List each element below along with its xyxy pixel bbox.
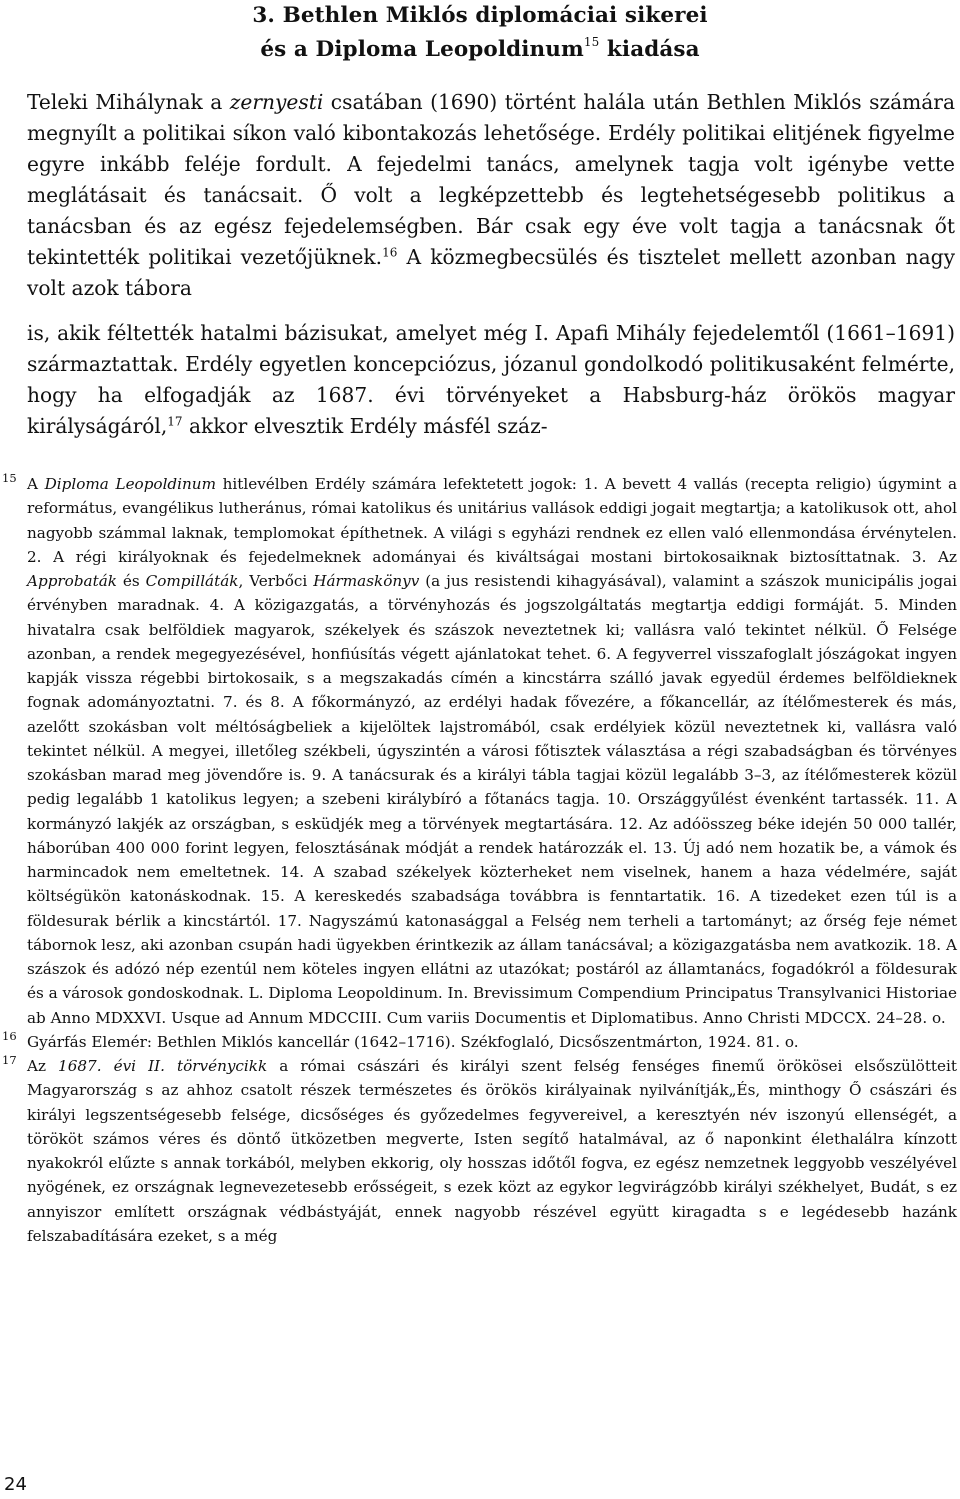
paragraph-1 [27, 87, 955, 304]
chapter-title-text: 3. Bethlen Miklós diplomáciai sikerei [252, 3, 708, 28]
chapter-title-text-a: és a Diploma Leopoldinum [260, 37, 584, 63]
text-run: , Verbőci [238, 572, 314, 590]
text-run: (a jus resistendi kihagyásával), valamint a szászok municipális jogai érvényben maradnak. 4. A közigazgatás, a törvényhozás és jogszolgáltatás megtartja eddigi formáját. 5. Minden hivatalra csak belföldiek magyarok, székelyek és szászok neveztetnek ki; vallásra való tekintet nélkül. Ő Felsége azonban, a rendek megegyezésével, honfiúsítás végett ajánlatokat tehet. 6. A fegyverrel visszafoglalt jószágokat ingyen kapják vissza régebbi birtokosaik, s a megszakadás címén a kincstárra szálló javak egyedül érdemes belföldieknek fognak adományoztatni. 7. és 8. A főkormányzó, az erdélyi hadak fővezére, a főkancellár, az ítélőmesterek és más, azelőtt szokásban volt méltóságbeliek a kijelöltek lajstromából, csak erdélyiek közül neveztetnek ki, vallásra való tekintet nélkül. A megyei, illetőleg székbeli, úgyszintén a városi főtisztek választása a régi szabadságban és törvényes szokásban marad meg jövendőre is. 9. A tanácsurak és a királyi tábla tagjai közül legalább 3–3, az ítélőmesterek közül pedig legalább 1 katolikus legyen; a szebeni királybíró a főtanács tagja. 10. Országgyűlést évenként tartassék. 11. A kormányzó lakjék az országban, s esküdjék meg a törvények megtartására. 12. Az adóösszeg béke idején 50 000 tallér, háborúban 400 000 forint legyen, felosztásának módját a rendek határozzák el. 13. Új adó nem hozatik be, a vámok és harmincadok nem emeltetnek. 14. A szabad székelyek közterheket nem viselnek, hanem a haza védelmére, saját költségükön katonáskodnak. 15. A kereskedés szabadsága továbbra is fenntartatik. 16. A tizedeket ezen túl is a földesurak bérlik a kincstártól. 17. Nagyszámú katonasággal a Felség nem terheli a tartományt; az őrség feje német tábornok lesz, aki azonban csupán hadi ügyekben érintkezik az állam tanácsával; a közigazgatásba nem avatkozik. 18. A szászok és adózó nép ezentúl nem köteles ingyen ellátni az utazókat; postáról az államtanács, fogadókról a földesurak és a városok gondoskodnak. L. Diploma Leopoldinum. In. Brevissimum Compendium Principatus Transylvanici Historiae ab Anno MDXXVI. Usque ad Annum MDCCIII. Cum variis Documentis et Diplomatibus. Anno Christi MDCCX. 24–28. o. [27, 572, 958, 1027]
chapter-title-line-1 [0, 2, 960, 30]
emphasis: 1687. évi II. törvénycikk [58, 1057, 268, 1075]
paragraph-2 [27, 318, 955, 442]
text-run: akkor elvesztik Erdély másfél száz- [182, 414, 548, 438]
footnote-ref-15[interactable]: 15 [583, 35, 600, 49]
text-run: a római császári és királyi szent felség fenséges finemű örökösei elsőszülötteit Magyarország s az ahhoz csatolt részek természetes és örökös királyainak nyilvánítják„És, minthogy Ő császári és királyi legszentségesebb felsége, dicsőséges és győzedelmes fegyvereivel, a keresztyén név iszonyú ellenségét, a törököt számos véres és döntő ütközetben megverte, Isten segítő hatalmával, az ő naponkint élethalálra kínzott nyakokról elűzte s annak torkából, melyben ekkorig, oly hosszas időtől fogva, ez egész nemzetnek leggyobb veszélyével nyögének, ez országnak legnevezetesebb erősségeit, s ezek közt az egykor legvirágzóbb királyi székhelyet, Budát, s ez annyiszor említett országnak védbástyáját, ennek nagyobb részével együtt kiragadta s e legédesebb hazánk felszabadítására ezeket, s a még [27, 1057, 957, 1245]
text-run: Teleki Mihálynak a [27, 90, 230, 114]
footnote-ref-16[interactable]: 16 [382, 245, 398, 260]
footnote-number: 17 [2, 1053, 17, 1067]
text-run: Gyárfás Elemér: Bethlen Miklós kancellár (1642–1716). Székfoglaló, Dicsőszentmárton, 1924. 81. o. [27, 1032, 799, 1051]
emphasis: Hármaskönyv [313, 572, 420, 590]
emphasis-zernyesti: zernyesti [229, 90, 324, 114]
body-text [27, 87, 955, 442]
emphasis: Approbaták [27, 572, 117, 590]
text-run: hitlevélben Erdély számára lefektetett jogok: 1. A bevett 4 vallás (recepta religio) úgymint a református, evangélikus lutheránus, római katolikus és unitárius vallások eddigi jogait megtartja; a katolikusok ott, ahol nagyobb számmal laknak, templomokat építhetnek. A világi s egyházi rendnek ez ellen való ellenmondása érvénytelen. 2. A régi királyoknak és fejedelmeknek adományai és kiváltságai mostani birtokosaiknak biztosíttatnak. 3. Az [27, 475, 958, 566]
paragraph-gap [27, 304, 955, 318]
chapter-title-text-b: kiadása [599, 37, 700, 63]
page-number: 24 [4, 1474, 27, 1495]
footnote-17 [2, 1053, 957, 1248]
text-run: A [27, 475, 45, 493]
emphasis: Diploma Leopoldinum [44, 475, 216, 493]
text-run: csatában (1690) történt halála után Bethlen Miklós számára megnyílt a politikai síkon való kibontakozás lehetősége. Erdély politikai elitjének figyelme egyre inkább feléje fordult. A fejedelmi tanács, amelynek tagja volt igénybe vette meglátásait és tanácsait. Ő volt a legképzettebb és legtehetségesebb politikus a tanácsban és az egész fejedelemségben. Bár csak egy éve volt tagja a tanácsnak őt tekintették politikai vezetőjüknek. [27, 90, 955, 269]
text-run: is, akik féltették hatalmi bázisukat, amelyet még I. Apafi Mihály fejedelemtől (1661–1691) származtattak. Erdély egyetlen koncepciózus, józanul gondolkodó politikusaként felmérte, hogy ha elfogadják az 1687. évi törvényeket a Habsburg-ház örökös magyar királyságáról, [27, 321, 955, 438]
emphasis: Compilláták [145, 572, 239, 590]
text-run: és [116, 572, 146, 590]
footnote-15 [2, 471, 958, 1030]
footnote-16 [2, 1028, 957, 1054]
footnote-number: 15 [2, 471, 17, 485]
footnotes [2, 471, 958, 1248]
text-run: Az [27, 1057, 59, 1075]
footnote-number: 16 [2, 1028, 17, 1043]
text-run: A közmegbecsülés és tisztelet mellett azonban nagy volt azok tábora [27, 245, 956, 300]
chapter-title-line-2 [0, 30, 960, 64]
footnote-ref-17[interactable]: 17 [167, 414, 183, 429]
